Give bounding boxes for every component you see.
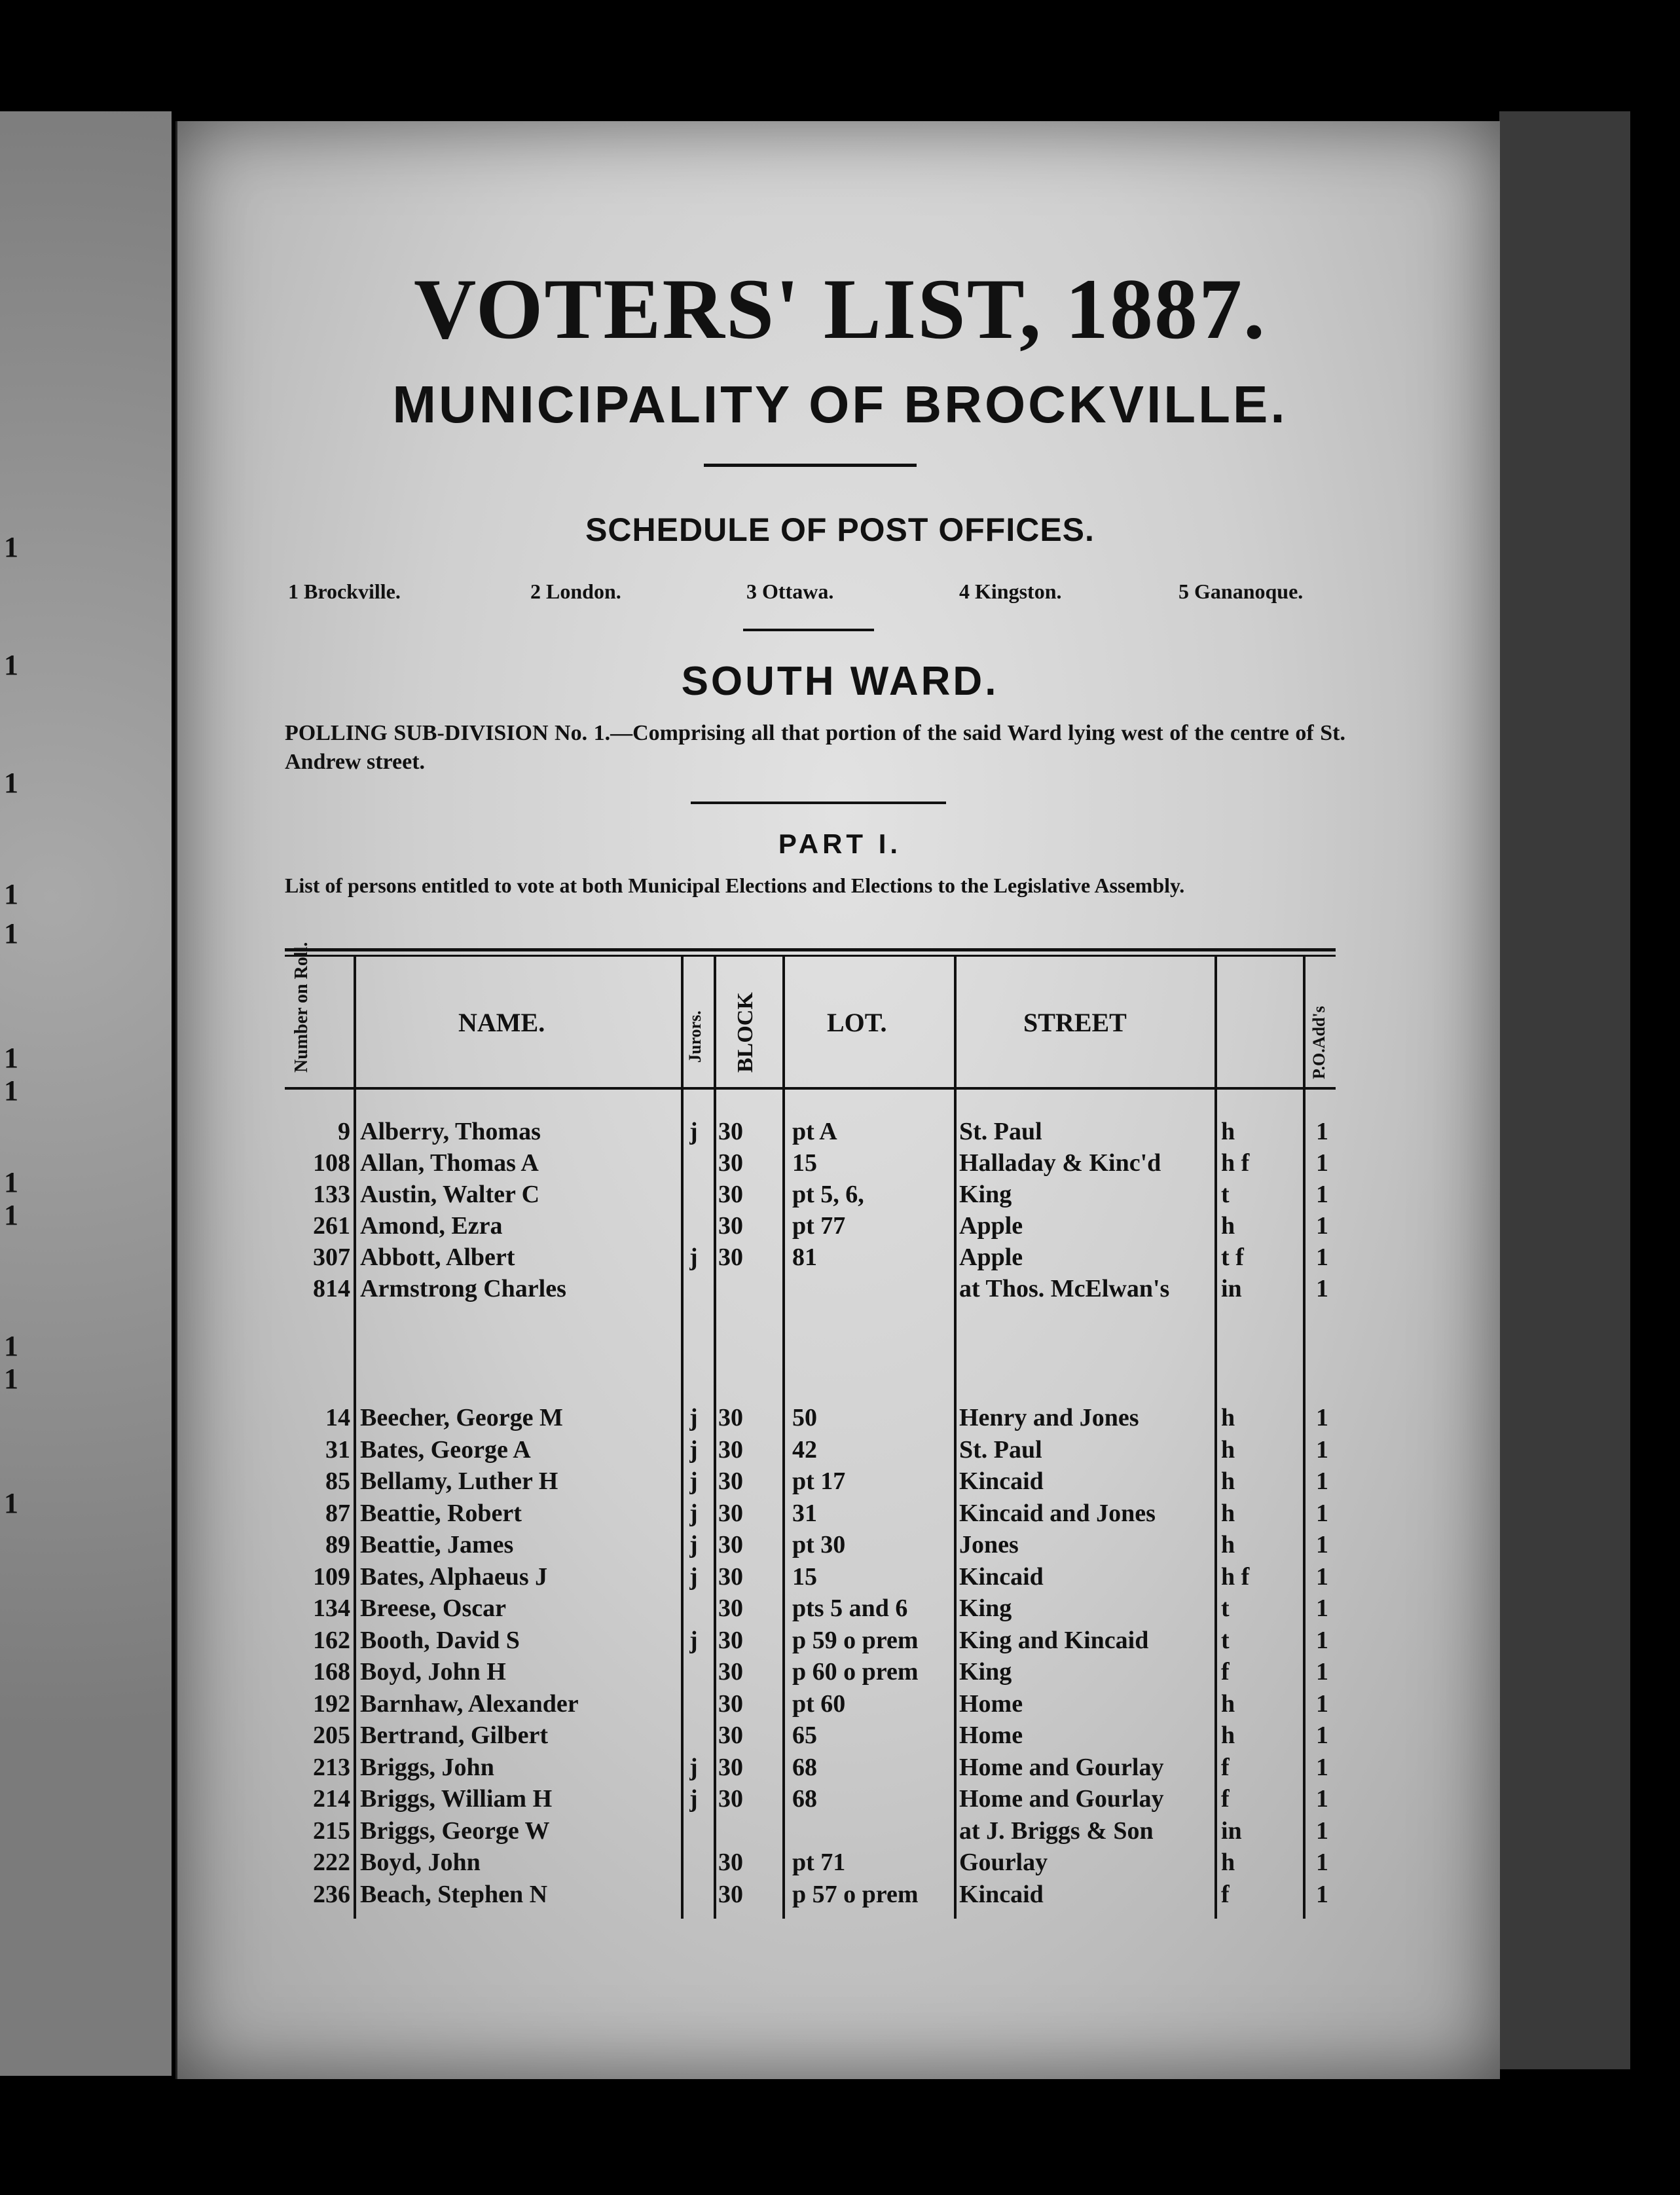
post-office-3: 3 Ottawa.	[746, 580, 834, 603]
tenure-code: t f	[1221, 1244, 1244, 1271]
roll-number: 192	[313, 1689, 350, 1718]
juror-mark: j	[689, 1435, 698, 1464]
table-row	[285, 1817, 1336, 1848]
voter-name: Boyd, John	[360, 1849, 481, 1876]
schedule-heading: SCHEDULE OF POST OFFICES.	[585, 511, 1095, 548]
lot-value: pts 5 and 6	[792, 1595, 908, 1622]
post-office-code: 1	[1316, 1562, 1328, 1591]
entitled-description: List of persons entitled to vote at both Municipal Elections and Elections to the Legislative Assembly.	[285, 874, 1185, 897]
post-office-code: 1	[1316, 1499, 1328, 1527]
roll-number: 85	[325, 1467, 350, 1495]
street-value: Home	[959, 1689, 1023, 1718]
header-lot: LOT.	[827, 1008, 887, 1037]
roll-number: 222	[313, 1849, 350, 1876]
voter-name: Armstrong Charles	[360, 1275, 566, 1302]
voter-name: Bellamy, Luther H	[360, 1467, 558, 1495]
street-value: Jones	[959, 1531, 1019, 1559]
street-value: King and Kincaid	[959, 1626, 1149, 1654]
voter-name: Briggs, George W	[360, 1817, 550, 1845]
lot-value: pt 17	[792, 1467, 846, 1495]
ward-heading: SOUTH WARD.	[681, 659, 999, 704]
post-office-code: 1	[1316, 1753, 1328, 1781]
voter-name: Briggs, John	[360, 1753, 494, 1781]
voter-name: Bates, Alphaeus J	[360, 1562, 548, 1591]
roll-number: 87	[325, 1499, 350, 1527]
table-row	[285, 1180, 1336, 1211]
street-value: King	[959, 1595, 1012, 1622]
lot-value: p 57 o prem	[792, 1880, 919, 1908]
tenure-code: t	[1221, 1626, 1230, 1654]
tenure-code: f	[1221, 1785, 1230, 1813]
voter-name: Beattie, James	[360, 1531, 514, 1559]
post-office-code: 1	[1316, 1785, 1328, 1813]
tenure-code: h	[1221, 1435, 1235, 1464]
header-number-on-roll: Number on Roll.	[291, 942, 312, 1073]
block-value: 30	[718, 1722, 743, 1749]
block-value: 30	[718, 1880, 743, 1908]
block-value: 30	[718, 1212, 743, 1240]
post-office-code: 1	[1316, 1404, 1328, 1431]
lot-value: 31	[792, 1499, 817, 1527]
block-value: 30	[718, 1181, 743, 1208]
lot-value: 15	[792, 1562, 817, 1591]
tenure-code: h	[1221, 1467, 1235, 1495]
roll-number: 205	[313, 1722, 350, 1749]
roll-number: 133	[313, 1181, 350, 1208]
post-office-5: 5 Gananoque.	[1178, 580, 1304, 603]
tenure-code: h	[1221, 1499, 1235, 1527]
street-value: King	[959, 1658, 1012, 1686]
block-value: 30	[718, 1467, 743, 1495]
header-name: NAME.	[458, 1008, 545, 1037]
roll-number: 109	[313, 1562, 350, 1591]
document-title: VOTERS' LIST, 1887.	[414, 261, 1266, 357]
post-office-code: 1	[1316, 1531, 1328, 1559]
table-row	[285, 1530, 1336, 1562]
roll-number: 213	[313, 1753, 350, 1781]
tenure-code: h f	[1221, 1562, 1250, 1591]
street-value: Home	[959, 1722, 1023, 1749]
street-value: King	[959, 1181, 1012, 1208]
juror-mark: j	[689, 1118, 698, 1145]
block-value: 30	[718, 1404, 743, 1431]
post-office-code: 1	[1316, 1849, 1328, 1876]
voter-name: Beecher, George M	[360, 1404, 563, 1431]
voter-name: Bertrand, Gilbert	[360, 1722, 549, 1749]
roll-number: 168	[313, 1658, 350, 1686]
table-row	[285, 1435, 1336, 1467]
lot-value: 42	[792, 1435, 817, 1464]
post-office-code: 1	[1316, 1722, 1328, 1749]
roll-number: 214	[313, 1785, 350, 1813]
tenure-code: in	[1221, 1275, 1242, 1302]
table-row	[285, 1117, 1336, 1149]
post-office-code: 1	[1316, 1118, 1328, 1145]
post-office-code: 1	[1316, 1212, 1328, 1240]
voter-name: Barnhaw, Alexander	[360, 1689, 579, 1718]
street-value: Apple	[959, 1212, 1023, 1240]
post-office-code: 1	[1316, 1689, 1328, 1718]
tenure-code: h	[1221, 1531, 1235, 1559]
table-row	[285, 1594, 1336, 1625]
header-po-address: P.O.Add's	[1309, 1006, 1328, 1079]
block-value: 30	[718, 1658, 743, 1686]
roll-number: 134	[313, 1595, 350, 1622]
street-value: Kincaid and Jones	[959, 1499, 1156, 1527]
lot-value: 68	[792, 1753, 817, 1781]
tenure-code: h	[1221, 1849, 1235, 1876]
table-row	[285, 1657, 1336, 1689]
street-value: at J. Briggs & Son	[959, 1817, 1154, 1845]
post-office-code: 1	[1316, 1817, 1328, 1845]
juror-mark: j	[689, 1531, 698, 1559]
block-value: 30	[718, 1849, 743, 1876]
tenure-code: f	[1221, 1658, 1230, 1686]
table-row	[285, 1784, 1336, 1816]
lot-value: 50	[792, 1404, 817, 1431]
tenure-code: h	[1221, 1118, 1235, 1145]
street-value: Kincaid	[959, 1467, 1044, 1495]
voter-name: Alberry, Thomas	[360, 1118, 541, 1145]
ornament-divider	[691, 802, 946, 804]
tenure-code: h	[1221, 1404, 1235, 1431]
street-value: Halladay & Kinc'd	[959, 1149, 1161, 1177]
tenure-code: in	[1221, 1817, 1242, 1845]
adjacent-page-fragment: 1 1 1 1 1 1 1 1 1 1 1 1	[0, 111, 172, 2076]
lot-value: pt 77	[792, 1212, 846, 1240]
tenure-code: h f	[1221, 1149, 1250, 1177]
block-value: 30	[718, 1562, 743, 1591]
lot-value: pt 30	[792, 1531, 846, 1559]
block-value: 30	[718, 1785, 743, 1813]
header-jurors: Jurors.	[685, 1010, 704, 1063]
roll-number: 814	[313, 1275, 350, 1302]
street-value: Kincaid	[959, 1562, 1044, 1591]
juror-mark: j	[689, 1499, 698, 1527]
voter-name: Breese, Oscar	[360, 1595, 506, 1622]
table-row	[285, 1880, 1336, 1911]
block-value: 30	[718, 1531, 743, 1559]
roll-number: 307	[313, 1244, 350, 1271]
post-office-code: 1	[1316, 1626, 1328, 1654]
header-block: BLOCK	[733, 992, 758, 1073]
table-row	[285, 1689, 1336, 1721]
schedule-divider	[743, 629, 874, 631]
street-value: St. Paul	[959, 1435, 1042, 1464]
juror-mark: j	[689, 1753, 698, 1781]
post-office-code: 1	[1316, 1658, 1328, 1686]
roll-number: 108	[313, 1149, 350, 1177]
street-value: Apple	[959, 1244, 1023, 1271]
table-row	[285, 1211, 1336, 1243]
post-office-code: 1	[1316, 1595, 1328, 1622]
post-office-1: 1 Brockville.	[288, 580, 401, 603]
roll-number: 261	[313, 1212, 350, 1240]
street-value: Gourlay	[959, 1849, 1048, 1876]
post-office-code: 1	[1316, 1181, 1328, 1208]
block-value: 30	[718, 1244, 743, 1271]
table-row	[285, 1149, 1336, 1180]
post-office-code: 1	[1316, 1435, 1328, 1464]
lot-value: pt 71	[792, 1849, 846, 1876]
voter-name: Boyd, John H	[360, 1658, 506, 1686]
table-row	[285, 1848, 1336, 1879]
lot-value: pt 5, 6,	[792, 1181, 864, 1208]
post-office-2: 2 London.	[530, 580, 621, 603]
tenure-code: h	[1221, 1689, 1235, 1718]
block-value: 30	[718, 1499, 743, 1527]
header-street: STREET	[1023, 1008, 1127, 1037]
roll-number: 14	[325, 1404, 350, 1431]
block-value: 30	[718, 1753, 743, 1781]
lot-value: 68	[792, 1785, 817, 1813]
roll-number: 31	[325, 1435, 350, 1464]
table-row	[285, 1753, 1336, 1784]
table-row	[285, 1403, 1336, 1435]
post-office-4: 4 Kingston.	[959, 580, 1062, 603]
tenure-code: t	[1221, 1595, 1230, 1622]
table-row	[285, 1562, 1336, 1594]
juror-mark: j	[689, 1467, 698, 1495]
voters-table	[285, 942, 1336, 1919]
block-value: 30	[718, 1435, 743, 1464]
lot-value: pt 60	[792, 1689, 846, 1718]
voter-name: Austin, Walter C	[360, 1181, 540, 1208]
street-value: Home and Gourlay	[959, 1753, 1164, 1781]
post-office-code: 1	[1316, 1880, 1328, 1908]
block-value: 30	[718, 1595, 743, 1622]
tenure-code: h	[1221, 1212, 1235, 1240]
block-value: 30	[718, 1626, 743, 1654]
roll-number: 89	[325, 1531, 350, 1559]
lot-value: 65	[792, 1722, 817, 1749]
tenure-code: f	[1221, 1753, 1230, 1781]
part-heading: PART I.	[778, 828, 902, 859]
voter-name: Amond, Ezra	[360, 1212, 503, 1240]
block-value: 30	[718, 1118, 743, 1145]
street-value: St. Paul	[959, 1118, 1042, 1145]
street-value: Kincaid	[959, 1880, 1044, 1908]
table-row	[285, 1626, 1336, 1657]
block-value: 30	[718, 1149, 743, 1177]
post-office-code: 1	[1316, 1149, 1328, 1177]
voter-name: Booth, David S	[360, 1626, 520, 1654]
lot-value: p 59 o prem	[792, 1626, 919, 1654]
juror-mark: j	[689, 1244, 698, 1271]
table-row	[285, 1721, 1336, 1752]
municipality-heading: MUNICIPALITY OF BROCKVILLE.	[392, 375, 1288, 433]
street-value: Home and Gourlay	[959, 1785, 1164, 1813]
tenure-code: h	[1221, 1722, 1235, 1749]
tenure-code: f	[1221, 1880, 1230, 1908]
lot-value: 15	[792, 1149, 817, 1177]
voter-name: Briggs, William H	[360, 1785, 553, 1813]
roll-number: 236	[313, 1880, 350, 1908]
table-row	[285, 1243, 1336, 1274]
voter-name: Beattie, Robert	[360, 1499, 522, 1527]
post-office-code: 1	[1316, 1467, 1328, 1495]
juror-mark: j	[689, 1785, 698, 1813]
street-value: at Thos. McElwan's	[959, 1275, 1170, 1302]
street-value: Henry and Jones	[959, 1404, 1139, 1431]
juror-mark: j	[689, 1404, 698, 1431]
lot-value: pt A	[792, 1118, 837, 1145]
block-value: 30	[718, 1689, 743, 1718]
voter-name: Allan, Thomas A	[360, 1149, 539, 1177]
roll-number: 162	[313, 1626, 350, 1654]
roll-number: 215	[313, 1817, 350, 1845]
table-row	[285, 1499, 1336, 1530]
lot-value: 81	[792, 1244, 817, 1271]
voter-name: Abbott, Albert	[360, 1244, 515, 1271]
tenure-code: t	[1221, 1181, 1230, 1208]
polling-subdivision-text: POLLING SUB-DIVISION No. 1.—Comprising all that portion of the said Ward lying west of the centre of St. Andrew street.	[285, 721, 1345, 774]
juror-mark: j	[689, 1562, 698, 1591]
table-row	[285, 1467, 1336, 1498]
post-office-code: 1	[1316, 1244, 1328, 1271]
voter-name: Beach, Stephen N	[360, 1880, 548, 1908]
roll-number: 9	[338, 1118, 350, 1145]
table-row	[285, 1274, 1336, 1306]
juror-mark: j	[689, 1626, 698, 1654]
title-divider	[704, 464, 917, 467]
voter-name: Bates, George A	[360, 1435, 531, 1464]
post-office-code: 1	[1316, 1275, 1328, 1302]
lot-value: p 60 o prem	[792, 1658, 919, 1686]
